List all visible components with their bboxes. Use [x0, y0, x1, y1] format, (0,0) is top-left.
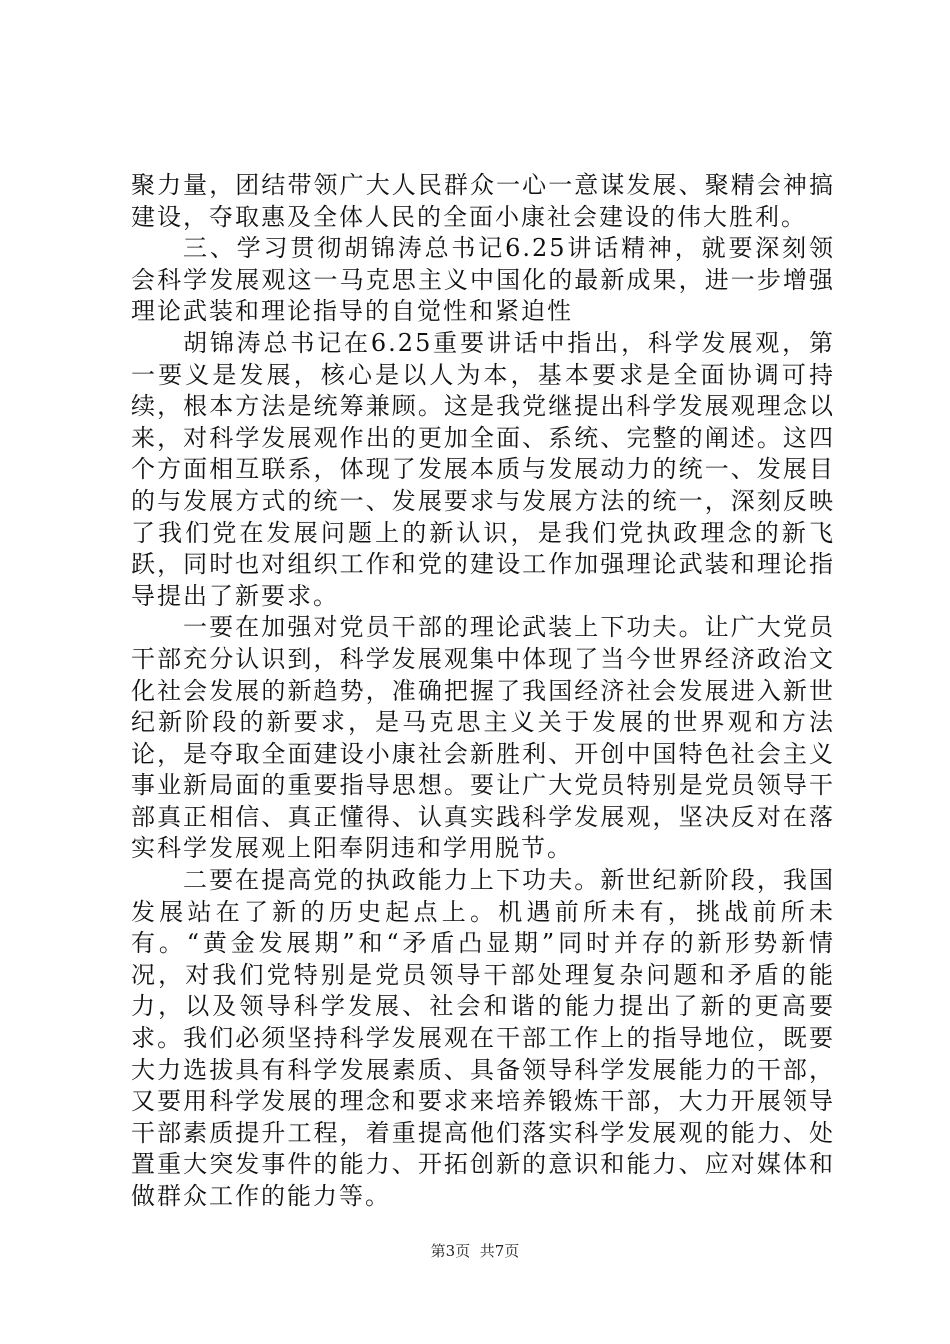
paragraph-point-one: 一要在加强对党员干部的理论武装上下功夫。让广大党员干部充分认识到，科学发展观集中体现了当今世界经济政治文化社会发展的新趋势，准确把握了我国经济社会发展进入新世纪新阶段的新要求，是马克思主义关于发展的世界观和方法论，是夺取全面建设小康社会新胜利、开创中国特色社会主义事业新局面的重要指导思想。要让广大党员特别是党员领导干部真正相信、真正懂得、认真实践科学发展观，坚决反对在落实科学发展观上阳奉阴违和学用脱节。 — [131, 613, 835, 863]
document-body — [131, 170, 835, 1213]
paragraph-point-two: 二要在提高党的执政能力上下功夫。新世纪新阶段，我国发展站在了新的历史起点上。机遇前所未有，挑战前所未有。“黄金发展期”和“矛盾凸显期”同时并存的新形势新情况，对我们党特别是党员领导干部处理复杂问题和矛盾的能力，以及领导科学发展、社会和谐的能力提出了新的更高要求。我们必须坚持科学发展观在干部工作上的指导地位，既要大力选拔具有科学发展素质、具备领导科学发展能力的干部，又要用科学发展的理念和要求来培养锻炼干部，大力开展领导干部素质提升工程，着重提高他们落实科学发展观的能力、处置重大突发事件的能力、开拓创新的意识和能力、应对媒体和做群众工作的能力等。 — [131, 866, 835, 1210]
page-number: 第3页 — [430, 1242, 471, 1260]
section-heading-three: 三、学习贯彻胡锦涛总书记6.25讲话精神，就要深刻领会科学发展观这一马克思主义中国化的最新成果，进一步增强理论武装和理论指导的自觉性和紧迫性 — [131, 234, 835, 326]
paragraph-continuation: 聚力量，团结带领广大人民群众一心一意谋发展、聚精会神搞建设，夺取惠及全体人民的全面小康社会建设的伟大胜利。 — [131, 171, 835, 231]
page-total: 共7页 — [479, 1242, 520, 1260]
paragraph-speech-summary: 胡锦涛总书记在6.25重要讲话中指出，科学发展观，第一要义是发展，核心是以人为本，基本要求是全面协调可持续，根本方法是统筹兼顾。这是我党继提出科学发展观理念以来，对科学发展观作出的更加全面、系统、完整的阐述。这四个方面相互联系，体现了发展本质与发展动力的统一、发展目的与发展方式的统一、发展要求与发展方法的统一，深刻反映了我们党在发展问题上的新认识，是我们党执政理念的新飞跃，同时也对组织工作和党的建设工作加强理论武装和理论指导提出了新要求。 — [131, 328, 835, 610]
page-footer — [0, 1241, 950, 1261]
